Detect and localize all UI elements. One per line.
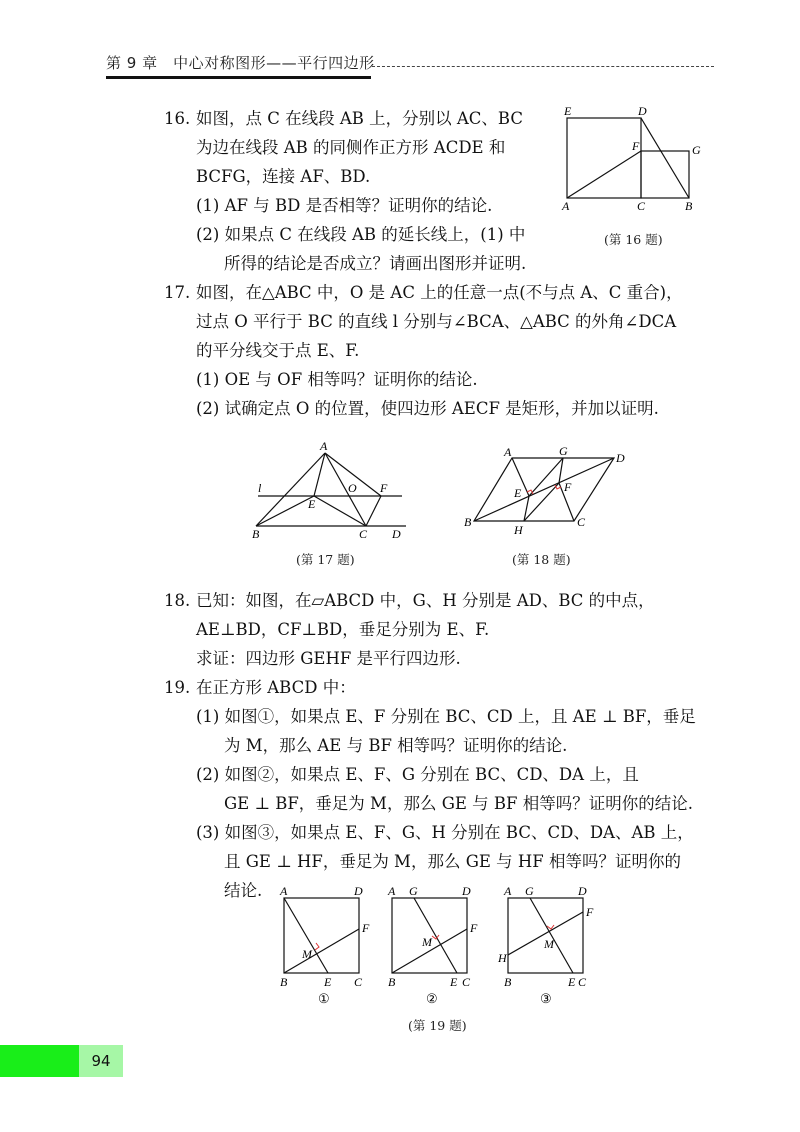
label-f: F bbox=[586, 905, 594, 919]
label-d: D bbox=[462, 884, 471, 898]
label-m: M bbox=[544, 937, 554, 951]
q19-p3a: (3) 如图③，如果点 E、F、G、H 分别在 BC、CD、DA、AB 上， bbox=[196, 823, 694, 842]
right-angle-1 bbox=[315, 943, 319, 950]
header-rule bbox=[106, 76, 371, 79]
chapter-header: 第 9 章 中心对称图形——平行四边形 bbox=[106, 54, 375, 72]
label-b: B bbox=[685, 199, 693, 213]
label-d: D bbox=[638, 104, 647, 118]
label-b: B bbox=[464, 515, 472, 529]
label-f: F bbox=[380, 481, 388, 495]
label-f: F bbox=[470, 921, 478, 935]
figure-19 bbox=[272, 880, 612, 1012]
square-3 bbox=[508, 898, 583, 973]
label-d: D bbox=[354, 884, 363, 898]
label-f: F bbox=[564, 480, 572, 494]
label-e: E bbox=[308, 497, 316, 511]
subfig-2-label: ② bbox=[426, 991, 438, 1006]
segment-hf bbox=[524, 483, 559, 521]
side-ab bbox=[256, 453, 325, 526]
page-tab bbox=[0, 1045, 79, 1077]
figure-18 bbox=[462, 444, 632, 536]
q17-line3: 的平分线交于点 E、F. bbox=[196, 341, 360, 360]
label-f: F bbox=[632, 139, 640, 153]
label-b: B bbox=[388, 975, 396, 989]
q16-part2b: 所得的结论是否成立？请画出图形并证明. bbox=[224, 254, 527, 273]
label-e: E bbox=[450, 975, 458, 989]
figure-17 bbox=[246, 440, 406, 540]
header-dashed-line bbox=[372, 66, 714, 67]
segment-ge-2 bbox=[414, 898, 457, 973]
q16-part2a: (2) 如果点 C 在线段 AB 的延长线上，(1) 中 bbox=[196, 225, 526, 244]
label-e: E bbox=[324, 975, 332, 989]
label-d: D bbox=[392, 527, 401, 540]
caption-16: (第 16 题) bbox=[604, 232, 663, 247]
label-a: A bbox=[504, 884, 512, 898]
segment-af bbox=[567, 151, 641, 198]
q18-line1: 18. 已知：如图，在▱ABCD 中，G、H 分别是 AD、BC 的中点， bbox=[164, 591, 655, 610]
q17-part1: (1) OE 与 OF 相等吗？证明你的结论. bbox=[196, 370, 478, 389]
side-ac bbox=[325, 453, 366, 526]
diagonal-bd bbox=[474, 458, 614, 521]
label-b: B bbox=[504, 975, 512, 989]
label-m: M bbox=[422, 935, 432, 949]
q17-line2: 过点 O 平行于 BC 的直线 l 分别与∠BCA、△ABC 的外角∠DCA bbox=[196, 312, 677, 331]
q19-p3c: 结论. bbox=[224, 881, 263, 900]
page-number: 94 bbox=[79, 1045, 123, 1077]
q17-line1: 17. 如图，在△ABC 中，O 是 AC 上的任意一点(不与点 A、C 重合)， bbox=[164, 283, 683, 302]
label-h: H bbox=[498, 951, 507, 965]
label-a: A bbox=[562, 199, 570, 213]
q19-p2b: GE ⊥ BF，垂足为 M，那么 GE 与 BF 相等吗？证明你的结论. bbox=[224, 794, 693, 813]
label-a: A bbox=[388, 884, 396, 898]
label-c: C bbox=[359, 527, 368, 540]
label-c: C bbox=[578, 975, 587, 989]
caption-17: (第 17 题) bbox=[296, 552, 355, 567]
label-c: C bbox=[354, 975, 363, 989]
label-o: O bbox=[348, 481, 357, 495]
label-b: B bbox=[280, 975, 288, 989]
q17-part2: (2) 试确定点 O 的位置，使四边形 AECF 是矩形，并加以证明. bbox=[196, 399, 659, 418]
q18-line3: 求证：四边形 GEHF 是平行四边形. bbox=[196, 649, 461, 668]
label-g: G bbox=[525, 884, 534, 898]
q19-line1: 19. 在正方形 ABCD 中： bbox=[164, 678, 356, 697]
segment-ae-1 bbox=[284, 898, 328, 973]
segment-be bbox=[256, 496, 314, 526]
label-c: C bbox=[577, 515, 586, 529]
caption-19: (第 19 题) bbox=[408, 1018, 467, 1033]
figure-16 bbox=[555, 104, 715, 216]
subfig-3-label: ③ bbox=[540, 991, 552, 1006]
label-c: C bbox=[462, 975, 471, 989]
label-a: A bbox=[280, 884, 288, 898]
q16-line2: 为边在线段 AB 的同侧作正方形 ACDE 和 bbox=[196, 138, 506, 157]
subfig-1-label: ① bbox=[318, 991, 330, 1006]
label-g: G bbox=[559, 444, 568, 458]
label-e: E bbox=[514, 486, 522, 500]
label-m: M bbox=[302, 947, 312, 961]
label-b: B bbox=[252, 527, 260, 540]
q19-p1b: 为 M，那么 AE 与 BF 相等吗？证明你的结论. bbox=[224, 736, 568, 755]
label-l: l bbox=[258, 481, 262, 495]
segment-bf-1 bbox=[284, 929, 359, 973]
segment-cf bbox=[366, 496, 381, 526]
segment-ge-3 bbox=[530, 898, 573, 973]
label-d: D bbox=[578, 884, 587, 898]
q18-line2: AE⊥BD，CF⊥BD，垂足分别为 E、F. bbox=[196, 620, 490, 639]
segment-bd bbox=[641, 118, 689, 198]
q16-line1: 16. 如图，点 C 在线段 AB 上，分别以 AC、BC bbox=[164, 109, 523, 128]
label-d: D bbox=[616, 451, 625, 465]
q16-part1: (1) AF 与 BD 是否相等？证明你的结论. bbox=[196, 196, 493, 215]
segment-ge bbox=[529, 458, 563, 496]
label-g: G bbox=[409, 884, 418, 898]
q19-p1a: (1) 如图①，如果点 E、F 分别在 BC、CD 上，且 AE ⊥ BF，垂足 bbox=[196, 707, 696, 726]
label-f: F bbox=[362, 921, 370, 935]
caption-18: (第 18 题) bbox=[512, 552, 571, 567]
label-e: E bbox=[568, 975, 576, 989]
label-e: E bbox=[564, 104, 572, 118]
label-g: G bbox=[692, 143, 701, 157]
label-h: H bbox=[514, 523, 523, 536]
q19-p3b: 且 GE ⊥ HF，垂足为 M，那么 GE 与 HF 相等吗？证明你的 bbox=[224, 852, 681, 871]
q19-p2a: (2) 如图②，如果点 E、F、G 分别在 BC、CD、DA 上，且 bbox=[196, 765, 639, 784]
label-a: A bbox=[320, 440, 328, 453]
q16-line3: BCFG，连接 AF、BD. bbox=[196, 167, 371, 186]
label-a: A bbox=[504, 445, 512, 459]
label-c: C bbox=[637, 199, 646, 213]
